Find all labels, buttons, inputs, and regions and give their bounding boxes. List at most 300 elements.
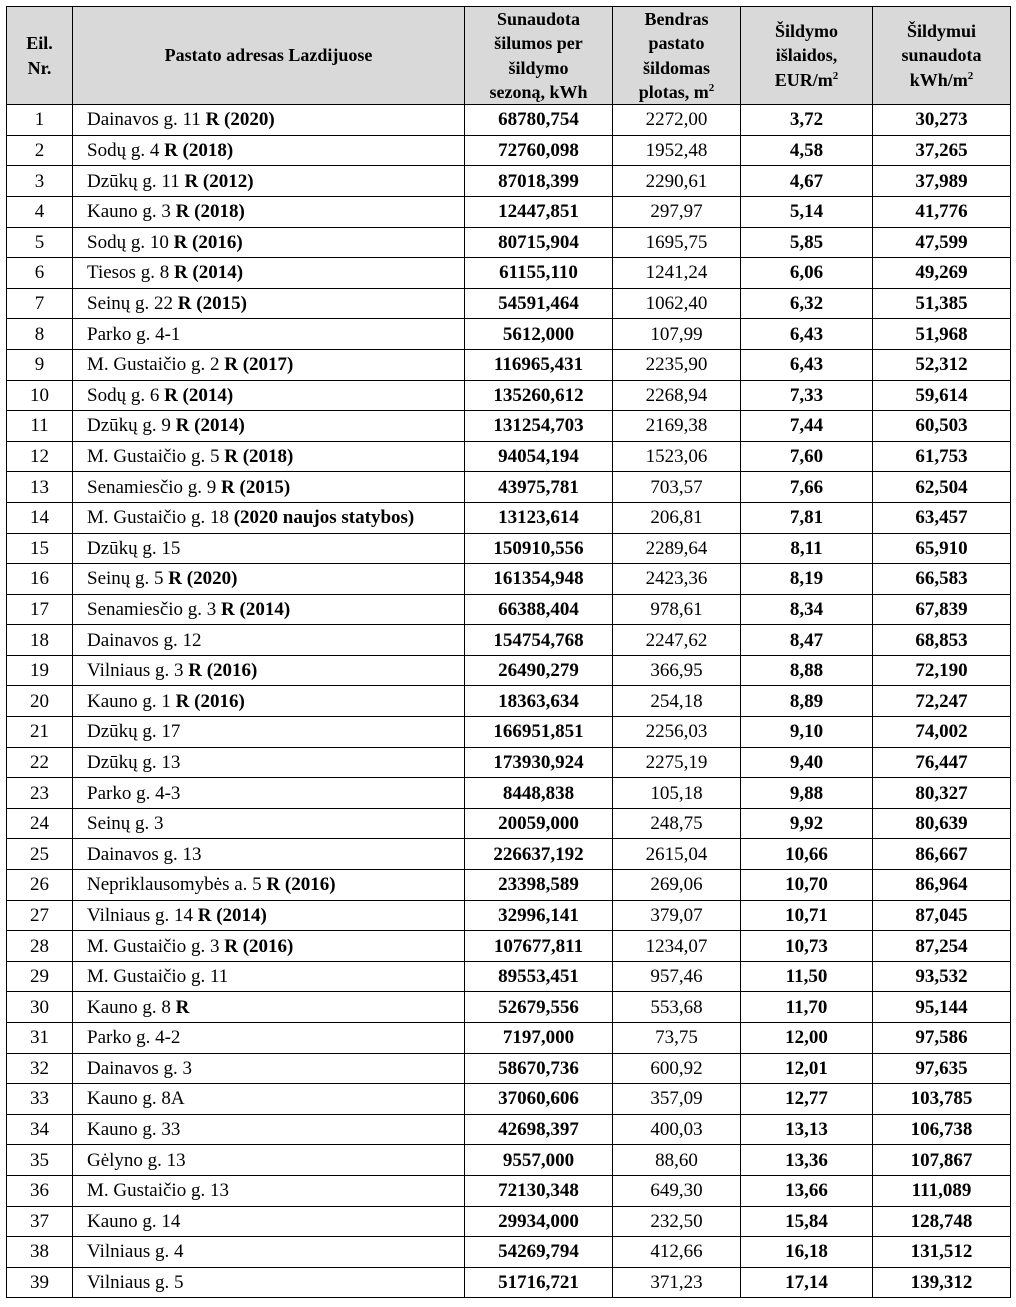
row-address	[73, 1267, 465, 1298]
table-row	[7, 594, 1011, 625]
row-heat-consumed: 54269,794	[465, 1237, 613, 1268]
row-heating-cost: 8,11	[741, 533, 873, 564]
address-text: Kauno g. 33	[87, 1119, 181, 1141]
header-address-label: Pastato adresas Lazdijuose	[164, 45, 373, 66]
row-heat-consumed: 42698,397	[465, 1114, 613, 1145]
row-heat-consumed: 37060,606	[465, 1084, 613, 1115]
row-number: 35	[7, 1145, 73, 1176]
row-heating-cost: 15,84	[741, 1206, 873, 1237]
row-specific-consumption: 60,503	[873, 411, 1011, 442]
row-heating-cost: 7,81	[741, 502, 873, 533]
row-heating-cost: 9,10	[741, 717, 873, 748]
address-text: M. Gustaičio g. 11	[87, 966, 229, 988]
row-address	[73, 1114, 465, 1145]
row-heating-cost: 10,70	[741, 870, 873, 901]
row-specific-consumption: 74,002	[873, 717, 1011, 748]
row-number: 10	[7, 380, 73, 411]
row-address	[73, 533, 465, 564]
table-row	[7, 411, 1011, 442]
row-address	[73, 717, 465, 748]
row-heated-area: 1241,24	[613, 258, 741, 289]
address-text: Dzūkų g. 9	[87, 415, 171, 437]
header-address	[73, 7, 465, 105]
row-address	[73, 778, 465, 809]
row-heating-cost: 7,44	[741, 411, 873, 442]
address-text: Dainavos g. 3	[87, 1057, 193, 1079]
table-row	[7, 1114, 1011, 1145]
table-row	[7, 564, 1011, 595]
header-heat-line4: sezoną, kWh	[489, 81, 588, 102]
row-heat-consumed: 23398,589	[465, 870, 613, 901]
row-heat-consumed: 51716,721	[465, 1267, 613, 1298]
header-row	[7, 7, 1011, 105]
row-number: 11	[7, 411, 73, 442]
renovation-tag: R (2016)	[188, 660, 258, 682]
row-address	[73, 625, 465, 656]
row-heated-area: 357,09	[613, 1084, 741, 1115]
row-specific-consumption: 95,144	[873, 992, 1011, 1023]
header-heat	[465, 7, 613, 105]
row-heating-cost: 7,33	[741, 380, 873, 411]
row-heating-cost: 8,88	[741, 655, 873, 686]
row-heating-cost: 8,19	[741, 564, 873, 595]
row-specific-consumption: 61,753	[873, 441, 1011, 472]
table-row	[7, 135, 1011, 166]
renovation-tag: R (2017)	[224, 354, 294, 376]
row-specific-consumption: 51,968	[873, 319, 1011, 350]
row-heated-area: 206,81	[613, 502, 741, 533]
row-heating-cost: 12,00	[741, 1023, 873, 1054]
row-number: 16	[7, 564, 73, 595]
row-heating-cost: 9,92	[741, 808, 873, 839]
row-heated-area: 703,57	[613, 472, 741, 503]
row-heat-consumed: 13123,614	[465, 502, 613, 533]
row-heat-consumed: 226637,192	[465, 839, 613, 870]
address-text: Sodų g. 10	[87, 231, 169, 253]
table-row	[7, 1145, 1011, 1176]
row-number: 31	[7, 1023, 73, 1054]
table-row	[7, 319, 1011, 350]
table-row	[7, 1206, 1011, 1237]
table-row	[7, 900, 1011, 931]
table-row	[7, 992, 1011, 1023]
row-heat-consumed: 135260,612	[465, 380, 613, 411]
row-heated-area: 88,60	[613, 1145, 741, 1176]
row-number: 14	[7, 502, 73, 533]
address-text: Dzūkų g. 17	[87, 721, 181, 743]
address-text: Dainavos g. 13	[87, 843, 202, 865]
row-number: 34	[7, 1114, 73, 1145]
table-row	[7, 1237, 1011, 1268]
address-text: Parko g. 4-2	[87, 1027, 181, 1049]
row-specific-consumption: 72,247	[873, 686, 1011, 717]
row-address	[73, 196, 465, 227]
row-number: 12	[7, 441, 73, 472]
row-heating-cost: 8,47	[741, 625, 873, 656]
row-specific-consumption: 72,190	[873, 655, 1011, 686]
table-row	[7, 380, 1011, 411]
table-row	[7, 533, 1011, 564]
address-text: Vilniaus g. 14	[87, 904, 193, 926]
row-heated-area: 269,06	[613, 870, 741, 901]
row-number: 24	[7, 808, 73, 839]
renovation-tag: R (2016)	[175, 690, 245, 712]
row-specific-consumption: 80,327	[873, 778, 1011, 809]
row-heat-consumed: 5612,000	[465, 319, 613, 350]
row-heat-consumed: 26490,279	[465, 655, 613, 686]
table-row	[7, 625, 1011, 656]
address-text: Dzūkų g. 13	[87, 751, 181, 773]
row-heated-area: 1695,75	[613, 227, 741, 258]
row-heated-area: 297,97	[613, 196, 741, 227]
row-heating-cost: 6,43	[741, 319, 873, 350]
row-heat-consumed: 87018,399	[465, 166, 613, 197]
header-spec	[873, 7, 1011, 105]
row-number: 19	[7, 655, 73, 686]
renovation-tag: R (2012)	[184, 170, 254, 192]
address-text: Parko g. 4-1	[87, 323, 181, 345]
row-number: 8	[7, 319, 73, 350]
address-text: M. Gustaičio g. 18	[87, 507, 229, 529]
row-heated-area: 2247,62	[613, 625, 741, 656]
row-heating-cost: 16,18	[741, 1237, 873, 1268]
table-row	[7, 105, 1011, 136]
row-heated-area: 2272,00	[613, 105, 741, 136]
row-number: 7	[7, 288, 73, 319]
row-address	[73, 258, 465, 289]
table-row	[7, 686, 1011, 717]
row-heat-consumed: 80715,904	[465, 227, 613, 258]
row-heating-cost: 8,34	[741, 594, 873, 625]
row-number: 37	[7, 1206, 73, 1237]
row-specific-consumption: 87,045	[873, 900, 1011, 931]
row-heat-consumed: 29934,000	[465, 1206, 613, 1237]
table-row	[7, 1053, 1011, 1084]
header-spec-line1: Šildymui	[906, 21, 977, 42]
row-number: 39	[7, 1267, 73, 1298]
row-heating-cost: 13,13	[741, 1114, 873, 1145]
address-text: M. Gustaičio g. 3	[87, 935, 220, 957]
row-heating-cost: 3,72	[741, 105, 873, 136]
row-specific-consumption: 41,776	[873, 196, 1011, 227]
row-number: 23	[7, 778, 73, 809]
address-text: Kauno g. 1	[87, 690, 171, 712]
address-text: Kauno g. 3	[87, 201, 171, 223]
header-cost-line3: EUR/m	[774, 69, 833, 90]
table-row	[7, 258, 1011, 289]
row-heat-consumed: 94054,194	[465, 441, 613, 472]
table-row	[7, 441, 1011, 472]
renovation-tag: R (2018)	[224, 446, 294, 468]
row-address	[73, 747, 465, 778]
table-row	[7, 778, 1011, 809]
row-heating-cost: 7,60	[741, 441, 873, 472]
row-heating-cost: 13,66	[741, 1175, 873, 1206]
header-heat-line1: Sunaudota	[496, 9, 581, 29]
row-specific-consumption: 139,312	[873, 1267, 1011, 1298]
renovation-tag: R (2018)	[164, 140, 234, 162]
row-specific-consumption: 86,964	[873, 870, 1011, 901]
row-specific-consumption: 63,457	[873, 502, 1011, 533]
header-heat-line2: šilumos per	[494, 33, 583, 54]
table-row	[7, 655, 1011, 686]
table-row	[7, 472, 1011, 503]
row-specific-consumption: 131,512	[873, 1237, 1011, 1268]
header-area-line1: Bendras	[644, 9, 709, 29]
row-number: 30	[7, 992, 73, 1023]
row-heated-area: 254,18	[613, 686, 741, 717]
row-heat-consumed: 58670,736	[465, 1053, 613, 1084]
row-specific-consumption: 76,447	[873, 747, 1011, 778]
header-nr-line1: Eil.	[26, 33, 53, 54]
row-heated-area: 73,75	[613, 1023, 741, 1054]
row-number: 20	[7, 686, 73, 717]
row-heating-cost: 4,67	[741, 166, 873, 197]
table-row	[7, 961, 1011, 992]
address-text: Tiesos g. 8	[87, 262, 170, 284]
row-heated-area: 1952,48	[613, 135, 741, 166]
row-heat-consumed: 66388,404	[465, 594, 613, 625]
row-heated-area: 371,23	[613, 1267, 741, 1298]
row-heat-consumed: 32996,141	[465, 900, 613, 931]
row-specific-consumption: 86,667	[873, 839, 1011, 870]
row-number: 38	[7, 1237, 73, 1268]
table-row	[7, 166, 1011, 197]
row-specific-consumption: 68,853	[873, 625, 1011, 656]
row-heated-area: 248,75	[613, 808, 741, 839]
row-heating-cost: 11,50	[741, 961, 873, 992]
row-address	[73, 1084, 465, 1115]
row-heated-area: 379,07	[613, 900, 741, 931]
row-address	[73, 1053, 465, 1084]
row-heated-area: 366,95	[613, 655, 741, 686]
row-heat-consumed: 154754,768	[465, 625, 613, 656]
address-text: Gėlyno g. 13	[87, 1149, 186, 1171]
row-heating-cost: 12,01	[741, 1053, 873, 1084]
heating-table	[6, 6, 1011, 1298]
row-number: 33	[7, 1084, 73, 1115]
row-heating-cost: 9,40	[741, 747, 873, 778]
row-heated-area: 2169,38	[613, 411, 741, 442]
row-heating-cost: 5,85	[741, 227, 873, 258]
header-cost	[741, 7, 873, 105]
row-number: 2	[7, 135, 73, 166]
row-heat-consumed: 173930,924	[465, 747, 613, 778]
address-text: Kauno g. 8A	[87, 1088, 185, 1110]
row-address	[73, 931, 465, 962]
address-text: Vilniaus g. 4	[87, 1241, 184, 1263]
row-heating-cost: 10,66	[741, 839, 873, 870]
address-text: M. Gustaičio g. 5	[87, 446, 220, 468]
row-number: 18	[7, 625, 73, 656]
row-heat-consumed: 72760,098	[465, 135, 613, 166]
header-nr-line2: Nr.	[27, 57, 52, 78]
address-text: Dzūkų g. 15	[87, 537, 181, 559]
row-specific-consumption: 128,748	[873, 1206, 1011, 1237]
row-heated-area: 2268,94	[613, 380, 741, 411]
header-area-line3: šildomas	[642, 57, 711, 78]
row-heat-consumed: 8448,838	[465, 778, 613, 809]
table-row	[7, 1084, 1011, 1115]
address-text: Kauno g. 8	[87, 996, 171, 1018]
row-heated-area: 600,92	[613, 1053, 741, 1084]
row-address	[73, 808, 465, 839]
row-specific-consumption: 66,583	[873, 564, 1011, 595]
row-heated-area: 2256,03	[613, 717, 741, 748]
table-row	[7, 931, 1011, 962]
row-heating-cost: 11,70	[741, 992, 873, 1023]
row-heated-area: 978,61	[613, 594, 741, 625]
table-row	[7, 808, 1011, 839]
address-text: M. Gustaičio g. 2	[87, 354, 220, 376]
row-address	[73, 502, 465, 533]
row-heat-consumed: 89553,451	[465, 961, 613, 992]
address-text: Vilniaus g. 3	[87, 660, 184, 682]
row-heat-consumed: 43975,781	[465, 472, 613, 503]
table-row	[7, 288, 1011, 319]
row-heated-area: 107,99	[613, 319, 741, 350]
address-text: Nepriklausomybės a. 5	[87, 874, 262, 896]
row-specific-consumption: 59,614	[873, 380, 1011, 411]
row-address	[73, 288, 465, 319]
row-number: 4	[7, 196, 73, 227]
table-row	[7, 502, 1011, 533]
row-specific-consumption: 47,599	[873, 227, 1011, 258]
header-area	[613, 7, 741, 105]
row-number: 5	[7, 227, 73, 258]
row-heated-area: 2289,64	[613, 533, 741, 564]
table-row	[7, 839, 1011, 870]
row-number: 13	[7, 472, 73, 503]
address-text: Dainavos g. 12	[87, 629, 202, 651]
row-specific-consumption: 106,738	[873, 1114, 1011, 1145]
row-heated-area: 1062,40	[613, 288, 741, 319]
row-address	[73, 319, 465, 350]
row-heating-cost: 6,06	[741, 258, 873, 289]
address-text: Vilniaus g. 5	[87, 1272, 184, 1294]
row-heated-area: 2423,36	[613, 564, 741, 595]
address-text: Seinų g. 3	[87, 813, 164, 835]
row-heating-cost: 17,14	[741, 1267, 873, 1298]
row-heating-cost: 6,43	[741, 349, 873, 380]
row-specific-consumption: 93,532	[873, 961, 1011, 992]
row-heating-cost: 9,88	[741, 778, 873, 809]
row-specific-consumption: 97,586	[873, 1023, 1011, 1054]
table-row	[7, 1023, 1011, 1054]
row-number: 17	[7, 594, 73, 625]
renovation-tag: (2020 naujos statybos)	[233, 507, 415, 529]
table-row	[7, 227, 1011, 258]
row-address	[73, 349, 465, 380]
renovation-tag: R (2014)	[197, 904, 267, 926]
table-row	[7, 717, 1011, 748]
row-address	[73, 564, 465, 595]
row-heat-consumed: 18363,634	[465, 686, 613, 717]
row-address	[73, 992, 465, 1023]
row-number: 26	[7, 870, 73, 901]
row-heated-area: 105,18	[613, 778, 741, 809]
row-specific-consumption: 65,910	[873, 533, 1011, 564]
row-address	[73, 135, 465, 166]
header-nr	[7, 7, 73, 105]
row-number: 3	[7, 166, 73, 197]
address-text: Dainavos g. 11	[87, 109, 201, 131]
row-heated-area: 957,46	[613, 961, 741, 992]
header-spec-sup: 2	[967, 69, 974, 82]
row-address	[73, 380, 465, 411]
row-heat-consumed: 68780,754	[465, 105, 613, 136]
renovation-tag: R	[175, 996, 190, 1018]
row-heat-consumed: 131254,703	[465, 411, 613, 442]
row-heated-area: 400,03	[613, 1114, 741, 1145]
row-number: 15	[7, 533, 73, 564]
table-row	[7, 349, 1011, 380]
address-text: M. Gustaičio g. 13	[87, 1180, 229, 1202]
row-specific-consumption: 37,265	[873, 135, 1011, 166]
renovation-tag: R (2014)	[221, 598, 291, 620]
header-cost-sup: 2	[832, 69, 839, 82]
renovation-tag: R (2016)	[224, 935, 294, 957]
address-text: Parko g. 4-3	[87, 782, 181, 804]
row-heating-cost: 8,89	[741, 686, 873, 717]
table-row	[7, 1175, 1011, 1206]
row-specific-consumption: 62,504	[873, 472, 1011, 503]
row-heat-consumed: 54591,464	[465, 288, 613, 319]
row-address	[73, 411, 465, 442]
row-heat-consumed: 116965,431	[465, 349, 613, 380]
renovation-tag: R (2018)	[175, 201, 245, 223]
row-heating-cost: 4,58	[741, 135, 873, 166]
row-number: 1	[7, 105, 73, 136]
row-address	[73, 870, 465, 901]
address-text: Dzūkų g. 11	[87, 170, 180, 192]
row-number: 29	[7, 961, 73, 992]
row-address	[73, 227, 465, 258]
address-text: Senamiesčio g. 3	[87, 598, 217, 620]
row-address	[73, 441, 465, 472]
row-heated-area: 2235,90	[613, 349, 741, 380]
row-heat-consumed: 166951,851	[465, 717, 613, 748]
renovation-tag: R (2014)	[173, 262, 244, 284]
row-heat-consumed: 161354,948	[465, 564, 613, 595]
table-body	[7, 105, 1011, 1298]
header-area-line2: pastato	[648, 33, 705, 54]
renovation-tag: R (2014)	[164, 384, 234, 406]
row-number: 9	[7, 349, 73, 380]
row-heating-cost: 5,14	[741, 196, 873, 227]
row-heat-consumed: 12447,851	[465, 196, 613, 227]
row-heat-consumed: 52679,556	[465, 992, 613, 1023]
header-spec-line3: kWh/m	[909, 69, 968, 90]
header-heat-line3: šildymo	[508, 57, 569, 78]
row-heated-area: 232,50	[613, 1206, 741, 1237]
row-number: 28	[7, 931, 73, 962]
row-heat-consumed: 61155,110	[465, 258, 613, 289]
row-heat-consumed: 107677,811	[465, 931, 613, 962]
row-heated-area: 2615,04	[613, 839, 741, 870]
renovation-tag: R (2014)	[175, 415, 245, 437]
table-row	[7, 196, 1011, 227]
row-heating-cost: 13,36	[741, 1145, 873, 1176]
row-number: 32	[7, 1053, 73, 1084]
row-specific-consumption: 52,312	[873, 349, 1011, 380]
row-specific-consumption: 97,635	[873, 1053, 1011, 1084]
row-address	[73, 1175, 465, 1206]
row-heating-cost: 7,66	[741, 472, 873, 503]
row-specific-consumption: 107,867	[873, 1145, 1011, 1176]
address-text: Seinų g. 5	[87, 568, 164, 590]
address-text: Sodų g. 6	[87, 384, 160, 406]
